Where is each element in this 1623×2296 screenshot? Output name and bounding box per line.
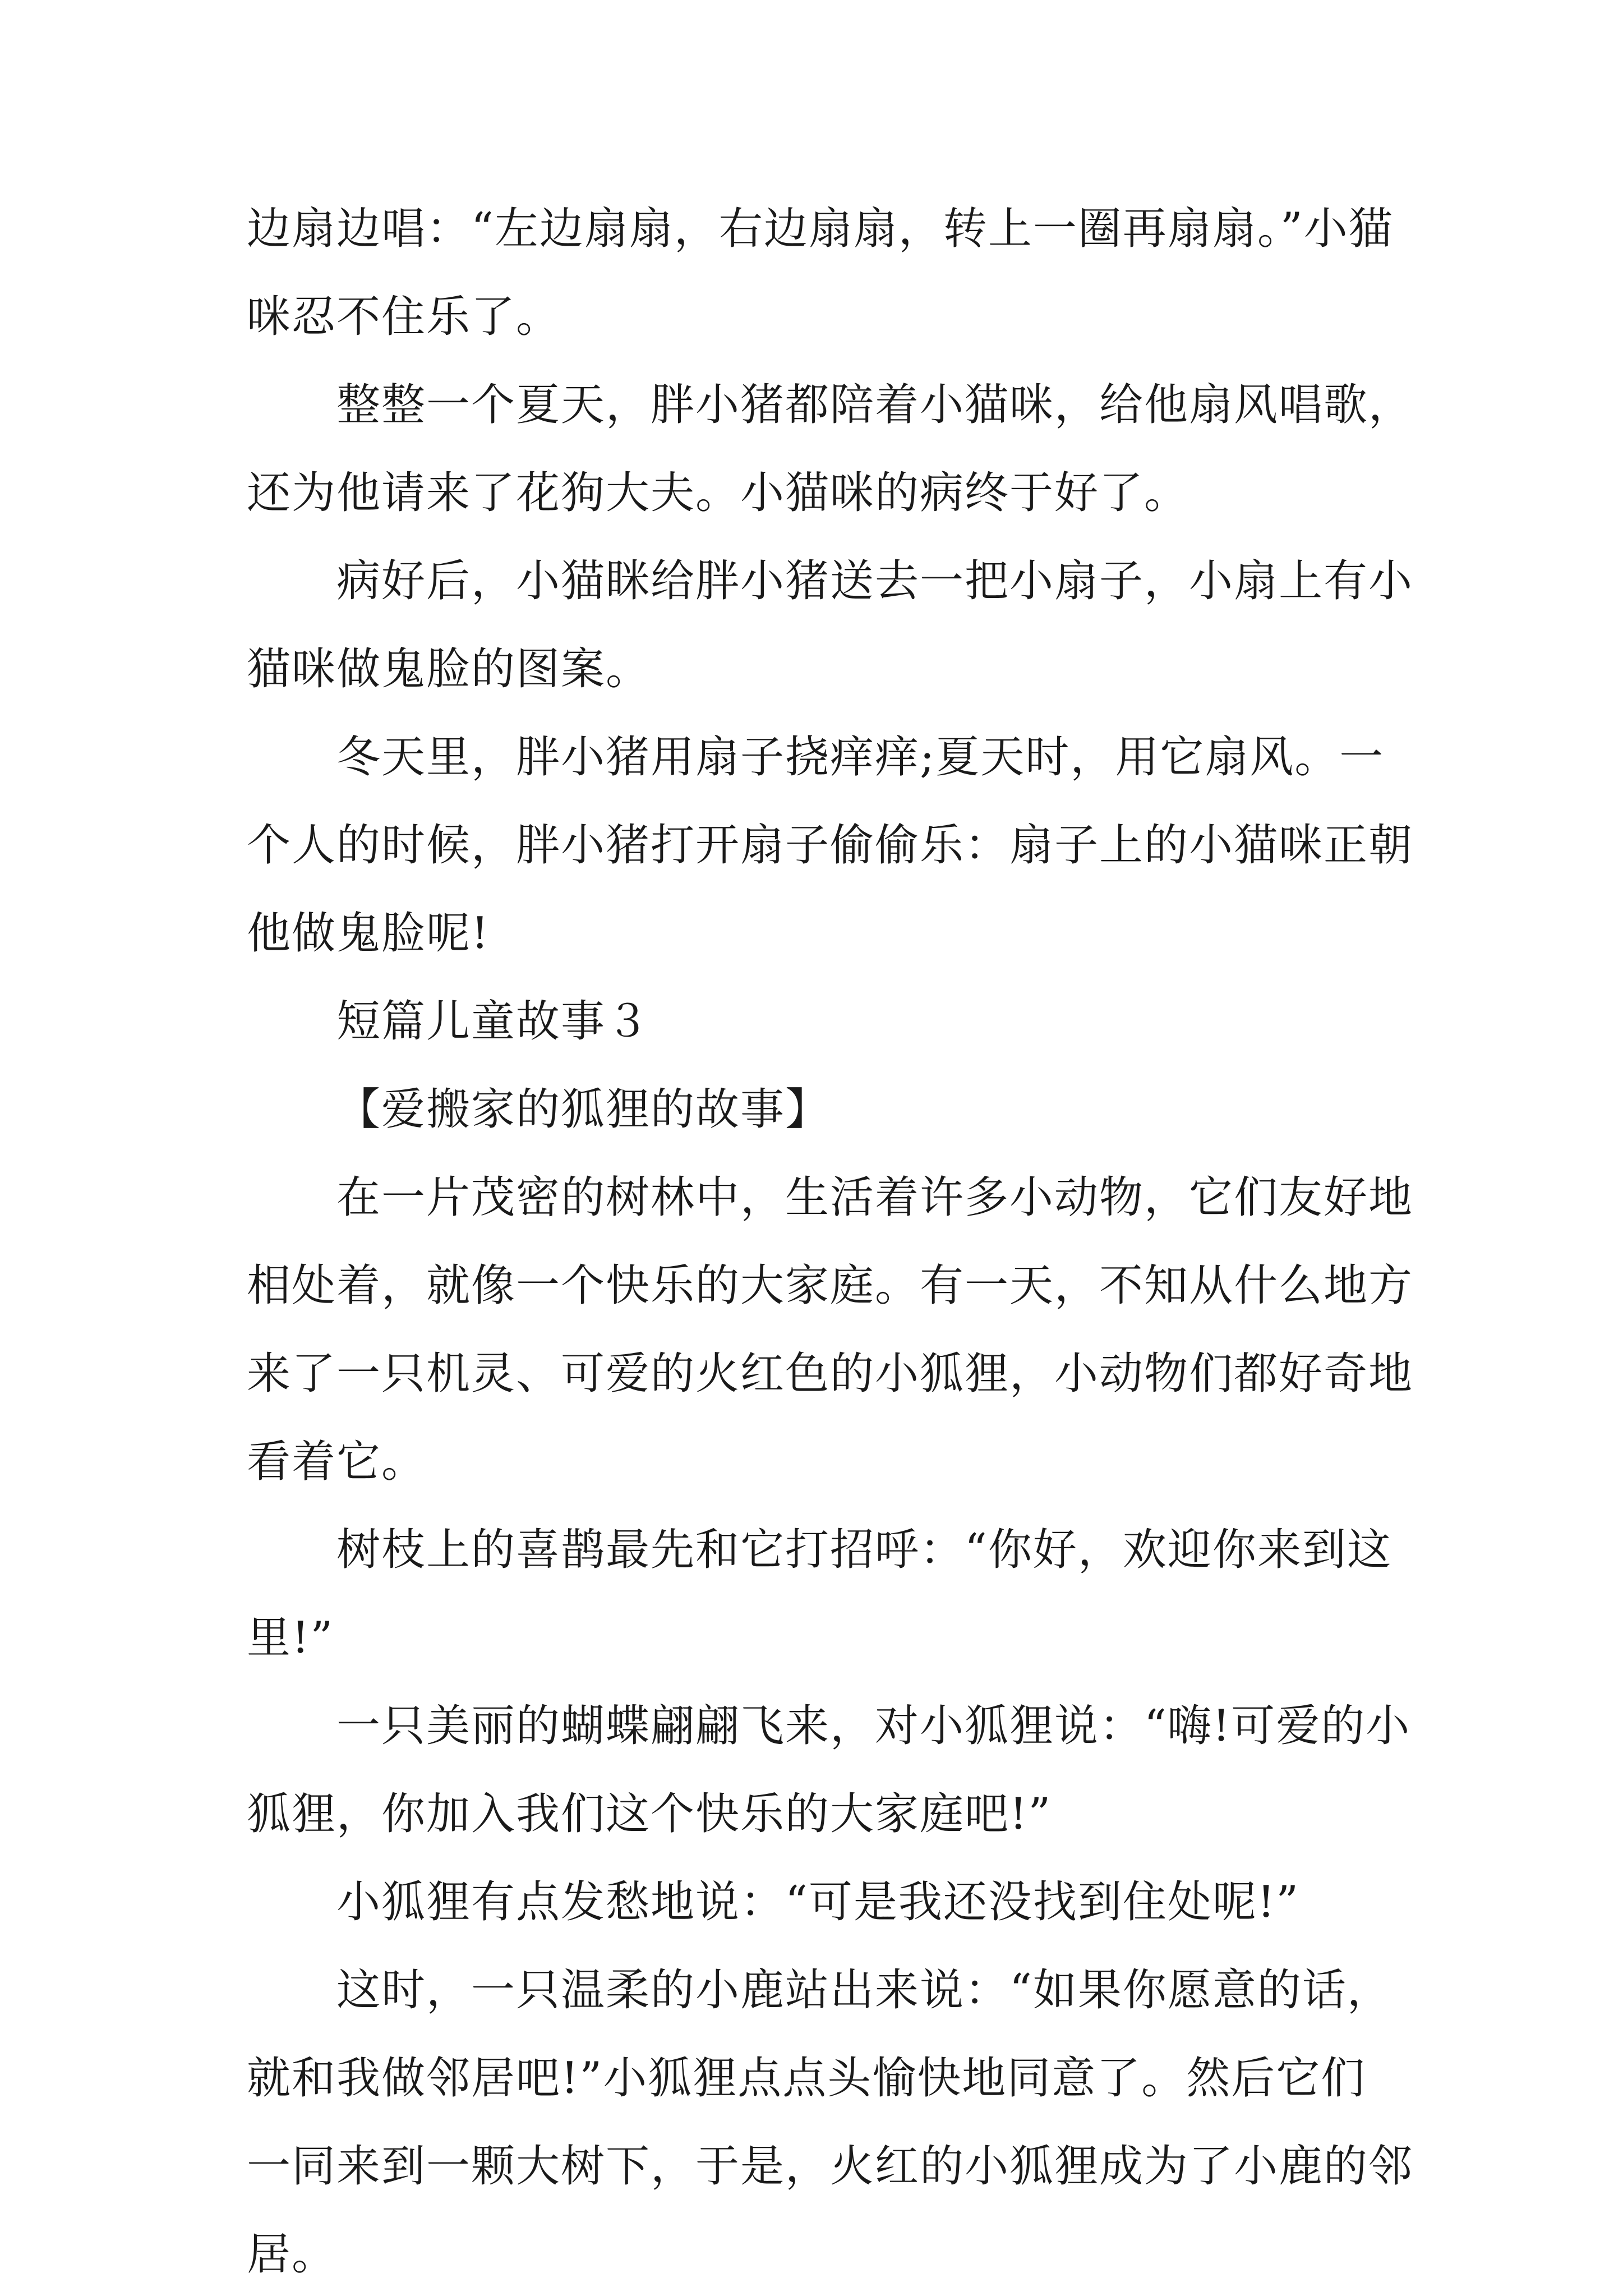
text-line: 还为他请来了花狗大夫。小猫咪的病终于好了。	[247, 468, 1189, 518]
story-title: 【爱搬家的狐狸的故事】	[336, 1084, 831, 1135]
text-line: 来了一只机灵、可爱的火红色的小狐狸，小动物们都好奇地	[247, 1349, 1414, 1399]
text-line: 在一片茂密的树林中，生活着许多小动物，它们友好地	[336, 1172, 1414, 1223]
text-line: 小狐狸有点发愁地说：“可是我还没找到住处呢!”	[336, 1877, 1300, 1927]
text-line: 相处着，就像一个快乐的大家庭。有一天，不知从什么地方	[247, 1260, 1414, 1311]
text-line: 咪忍不住乐了。	[247, 292, 561, 342]
text-line: 看着它。	[247, 1437, 427, 1487]
text-line: 个人的时候，胖小猪打开扇子偷偷乐：扇子上的小猫咪正朝	[247, 820, 1414, 871]
text-line: 这时，一只温柔的小鹿站出来说：“如果你愿意的话，	[336, 1965, 1392, 2016]
text-line: 整整一个夏天，胖小猪都陪着小猫咪，给他扇风唱歌，	[336, 380, 1414, 430]
text-line: 居。	[247, 2229, 337, 2280]
text-line: 一同来到一颗大树下，于是，火红的小狐狸成为了小鹿的邻	[247, 2141, 1414, 2192]
section-heading: 短篇儿童故事３	[336, 996, 651, 1047]
text-line: 边扇边唱：“左边扇扇，右边扇扇，转上一圈再扇扇。”小猫	[247, 204, 1394, 254]
text-line: 一只美丽的蝴蝶翩翩飞来，对小狐狸说：“嗨!可爱的小	[336, 1701, 1411, 1751]
text-line: 他做鬼脸呢!	[247, 908, 490, 959]
text-line: 就和我做邻居吧!”小狐狸点点头愉快地同意了。然后它们	[247, 2053, 1366, 2104]
text-line: 冬天里，胖小猪用扇子挠痒痒;夏天时，用它扇风。一	[336, 732, 1385, 783]
text-line: 狐狸，你加入我们这个快乐的大家庭吧!”	[247, 1789, 1052, 1839]
text-line: 猫咪做鬼脸的图案。	[247, 644, 651, 694]
text-line: 里!”	[247, 1613, 334, 1663]
text-line: 病好后，小猫眯给胖小猪送去一把小扇子，小扇上有小	[336, 556, 1414, 606]
text-line: 树枝上的喜鹊最先和它打招呼：“你好，欢迎你来到这	[336, 1525, 1392, 1575]
